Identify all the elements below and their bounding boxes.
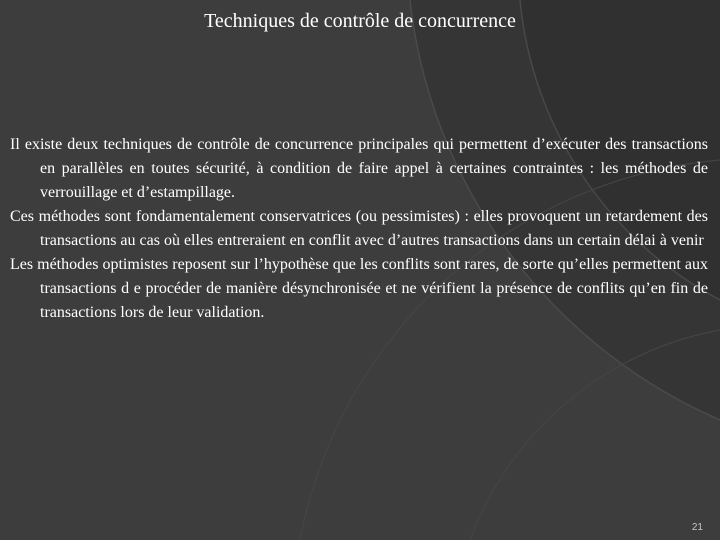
slide-title: Techniques de contrôle de concurrence [204, 10, 516, 32]
paragraph-techniques: Il existe deux techniques de contrôle de concurrence principales qui permettent d’exécuter des transactions en parallèles en toutes sécurité, à condition de faire appel à certaines contraintes : les méthodes de verrouillage et d’estampillage. [10, 136, 708, 201]
slide-body [10, 133, 708, 325]
paragraph-pessimistic-methods: Ces méthodes sont fondamentalement conservatrices (ou pessimistes) : elles provoquent un retardement des transactions au cas où elles entreraient en conflit avec d’autres transactions dans un certain délai à venir [10, 208, 708, 249]
paragraph-optimistic-methods: Les méthodes optimistes reposent sur l’hypothèse que les conflits sont rares, de sorte qu’elles permettent aux transactions d e procéder de manière désynchronisée et ne vérifient la présence de conflits qu’en fin de transactions lors de leur validation. [10, 256, 708, 321]
slide-number: 21 [691, 522, 703, 533]
